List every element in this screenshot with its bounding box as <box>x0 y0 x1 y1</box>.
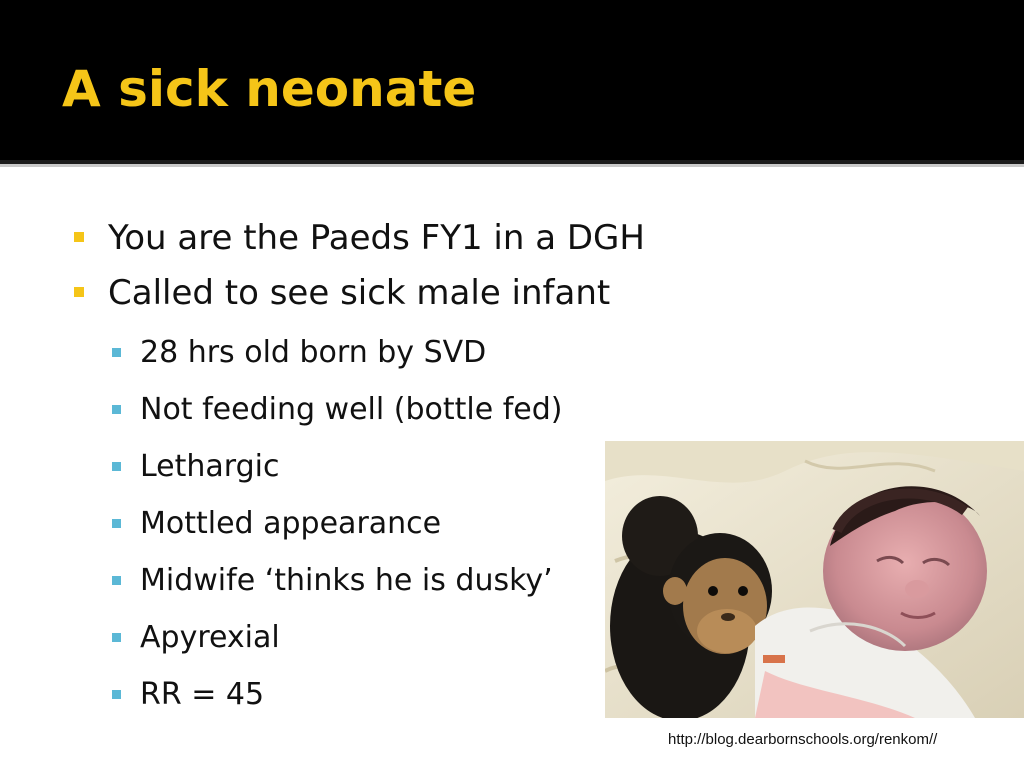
neonate-photo <box>605 441 1024 718</box>
sub-bullet-text: Lethargic <box>140 449 280 484</box>
sub-bullet-item <box>140 392 562 428</box>
square-bullet-icon <box>112 633 121 642</box>
bullet-item <box>108 218 645 258</box>
image-credit: http://blog.dearbornschools.org/renkom// <box>668 731 938 748</box>
square-bullet-icon <box>112 405 121 414</box>
sub-bullet-item <box>140 677 264 713</box>
sub-bullet-item <box>140 620 280 656</box>
square-bullet-icon <box>112 690 121 699</box>
slide-title: A sick neonate <box>62 60 477 118</box>
bullet-text: You are the Paeds FY1 in a DGH <box>108 218 645 258</box>
square-bullet-icon <box>112 462 121 471</box>
bullet-text: Called to see sick male infant <box>108 273 611 313</box>
sub-bullet-item <box>140 563 553 599</box>
square-bullet-icon <box>112 348 121 357</box>
sub-bullet-text: Midwife ‘thinks he is dusky’ <box>140 563 553 598</box>
sub-bullet-text: RR = 45 <box>140 677 265 712</box>
sub-bullet-text: Not feeding well (bottle fed) <box>140 392 563 427</box>
square-bullet-icon <box>112 519 121 528</box>
sub-bullet-item <box>140 335 486 371</box>
sub-bullet-text: Apyrexial <box>140 620 280 655</box>
sub-bullet-item <box>140 506 441 542</box>
bullet-item <box>108 273 610 313</box>
square-bullet-icon <box>74 232 84 242</box>
sub-bullet-text: Mottled appearance <box>140 506 442 541</box>
sub-bullet-text: 28 hrs old born by SVD <box>140 335 487 370</box>
square-bullet-icon <box>74 287 84 297</box>
square-bullet-icon <box>112 576 121 585</box>
sub-bullet-item <box>140 449 279 485</box>
